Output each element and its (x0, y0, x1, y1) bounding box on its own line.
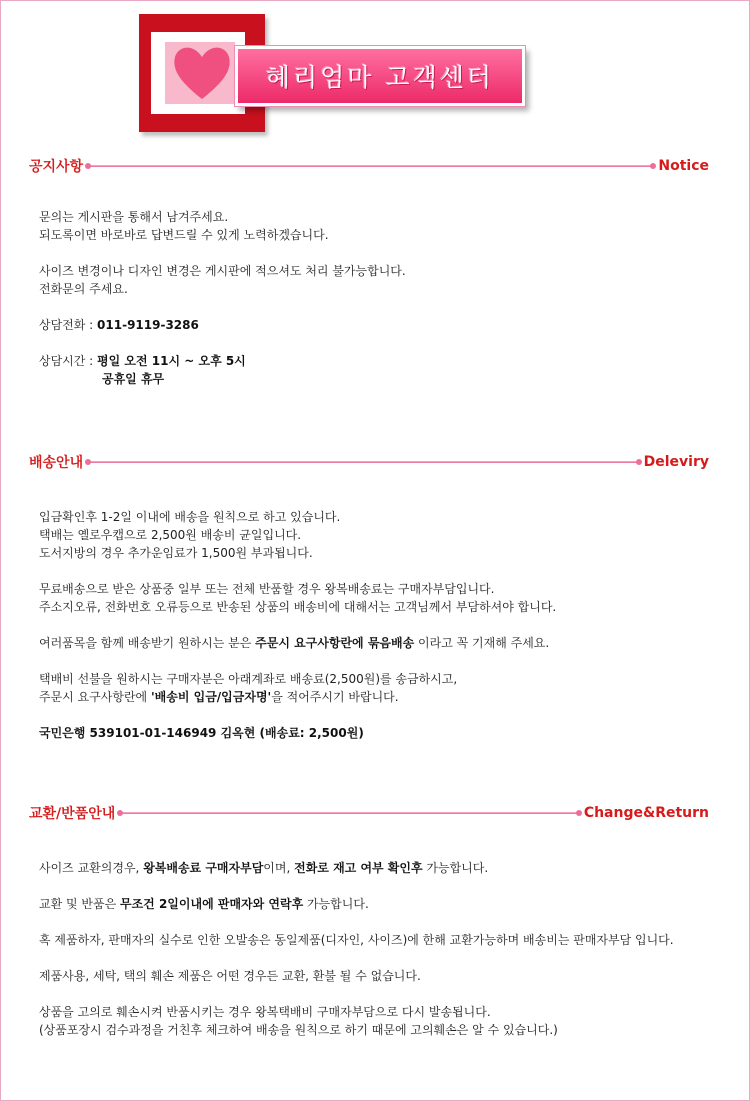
exchange-title-kr: 교환/반품안내 (29, 806, 116, 822)
delivery-line: 여러품목을 함께 배송받기 원하시는 분은 주문시 요구사항란에 묶음배송 이라고 꼭 기재해 주세요. (39, 636, 550, 650)
notice-title-kr: 공지사항 (29, 159, 84, 175)
exchange-line: (상품포장시 검수과정을 거친후 체크하여 배송을 원칙으로 하기 때문에 고의훼손은 알 수 있습니다.) (39, 1023, 558, 1037)
header-banner (235, 46, 525, 106)
delivery-line: 무료배송으로 받은 상품중 일부 또는 전체 반품할 경우 왕복배송료는 구매자부담입니다. (39, 582, 495, 596)
exchange-divider (119, 812, 580, 814)
notice-header (29, 156, 709, 176)
hours-line (39, 352, 406, 370)
notice-line: 전화문의 주세요. (39, 282, 128, 296)
exchange-line: 혹 제품하자, 판매자의 실수로 인한 오발송은 동일제품(디자인, 사이즈)에 한해 교환가능하며 배송비는 판매자부담 입니다. (39, 933, 674, 947)
bundle-shipping-note: 주문시 요구사항란에 묶음배송 (255, 636, 415, 650)
delivery-divider (87, 461, 640, 463)
notice-divider (87, 165, 654, 167)
phone-label: 상담전화 : (39, 318, 98, 332)
deposit-note: '배송비 입금/입금자명' (150, 690, 272, 704)
phone-value: 011-9119-3286 (97, 318, 199, 332)
exchange-title-en: Change&Return (583, 805, 709, 821)
delivery-line: 택배는 옐로우캡으로 2,500원 배송비 균일입니다. (39, 528, 302, 542)
banner-title: 혜리엄마 고객센터 (265, 63, 495, 92)
exchange-line: 교환 및 반품은 무조건 2일이내에 판매자와 연락후 가능합니다. (39, 897, 369, 911)
delivery-line: 주문시 요구사항란에 '배송비 입금/입금자명'을 적어주시기 바랍니다. (39, 690, 399, 704)
delivery-title-kr: 배송안내 (29, 455, 84, 471)
notice-line: 문의는 게시판을 통해서 남겨주세요. (39, 210, 229, 224)
delivery-title-en: Deleviry (643, 454, 709, 470)
hours-label: 상담시간 : (39, 354, 98, 368)
holiday-line (39, 370, 406, 388)
notice-line: 사이즈 변경이나 디자인 변경은 게시판에 적으셔도 처리 불가능합니다. (39, 264, 406, 278)
phone-line (39, 316, 406, 334)
heart-icon (169, 41, 235, 103)
exchange-body (39, 859, 674, 1039)
bank-account: 국민은행 539101-01-146949 김옥현 (배송료: 2,500원) (39, 726, 364, 740)
notice-line: 되도록이면 바로바로 답변드릴 수 있게 노력하겠습니다. (39, 228, 329, 242)
delivery-line: 주소지오류, 전화번호 오류등으로 반송된 상품의 배송비에 대해서는 고객님께서 부담하셔야 합니다. (39, 600, 557, 614)
exchange-line: 상품을 고의로 훼손시켜 반품시키는 경우 왕복택배비 구매자부담으로 다시 발송됩니다. (39, 1005, 491, 1019)
delivery-line: 택배비 선불을 원하시는 구매자분은 아래계좌로 배송료(2,500원)를 송금하시고, (39, 672, 458, 686)
notice-body (39, 208, 406, 388)
hours-value: 평일 오전 11시 ~ 오후 5시 (97, 354, 246, 368)
notice-title-en: Notice (658, 158, 709, 174)
delivery-body (39, 508, 556, 742)
exchange-header (29, 803, 709, 823)
bank-account-line (39, 724, 556, 742)
exchange-line: 사이즈 교환의경우, 왕복배송료 구매자부담이며, 전화로 재고 여부 확인후 가능합니다. (39, 861, 489, 875)
exchange-line: 제품사용, 세탁, 택의 훼손 제품은 어떤 경우든 교환, 환불 될 수 없습니다. (39, 969, 421, 983)
delivery-line: 도서지방의 경우 추가운임료가 1,500원 부과됩니다. (39, 546, 313, 560)
holiday-value: 공휴일 휴무 (102, 372, 165, 386)
delivery-line: 입금확인후 1-2일 이내에 배송을 원칙으로 하고 있습니다. (39, 510, 341, 524)
delivery-header (29, 452, 709, 472)
